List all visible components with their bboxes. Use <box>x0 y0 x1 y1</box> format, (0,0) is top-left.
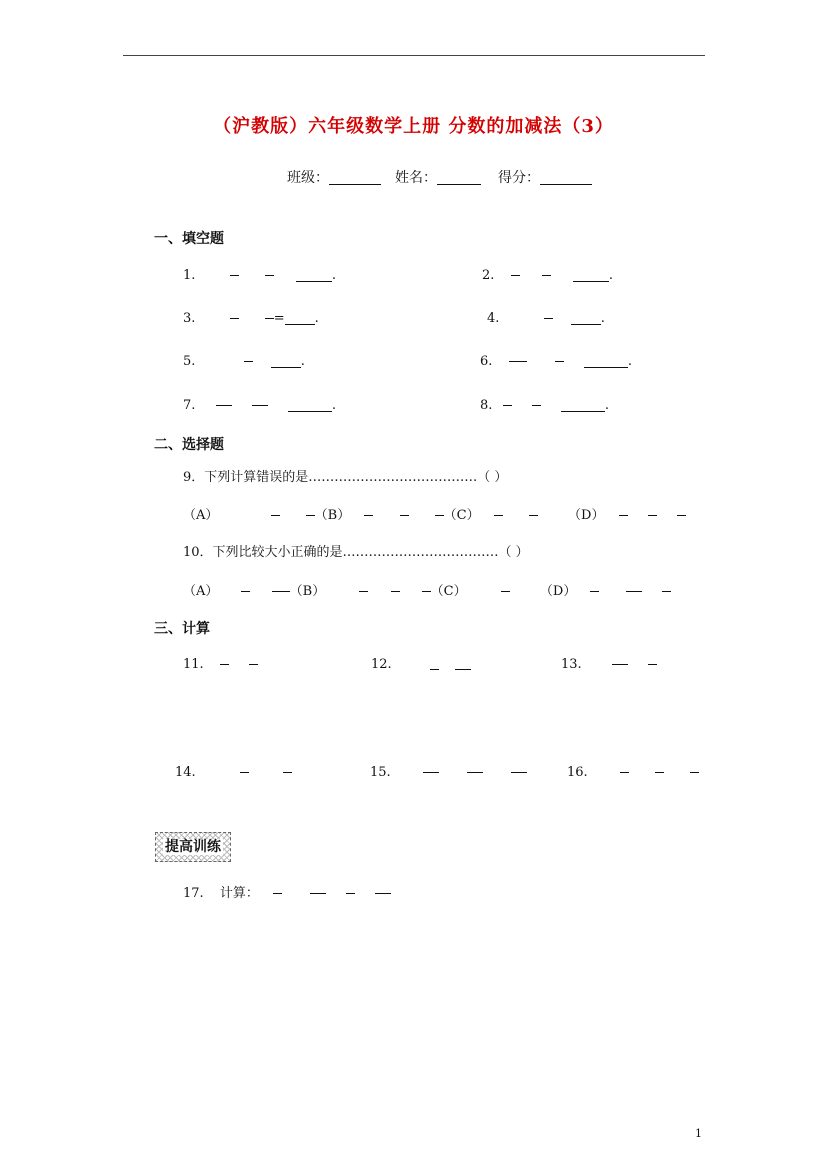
name-field <box>395 167 481 187</box>
question-number: 8. <box>480 398 493 413</box>
fraction-bar <box>494 515 503 516</box>
fraction-bar <box>375 893 391 894</box>
fraction-bar <box>244 361 253 362</box>
answer-blank[interactable] <box>584 353 628 368</box>
calc-question-13 <box>561 657 657 672</box>
fraction-bar <box>265 318 274 319</box>
question-number: 2. <box>482 268 495 283</box>
calc-question-11 <box>183 657 258 672</box>
fill-question-6: 6. . <box>480 354 632 369</box>
question-number: 17. <box>183 886 204 901</box>
fill-question-4: 4. . <box>487 311 605 326</box>
fraction-bar <box>430 669 439 670</box>
fraction-bar <box>283 772 292 773</box>
fraction-bar <box>272 591 290 592</box>
answer-blank[interactable] <box>573 267 609 282</box>
fraction-bar <box>364 515 373 516</box>
fraction-bar <box>529 515 538 516</box>
question-number: 11. <box>183 657 204 672</box>
fill-question-5: 5. . <box>183 354 305 369</box>
fraction-bar <box>544 318 553 319</box>
option-a-label[interactable]: （A） <box>183 584 219 599</box>
choice-options-10 <box>183 580 671 599</box>
answer-blank[interactable] <box>296 267 332 282</box>
class-field <box>287 167 381 187</box>
section-fill-heading: 一、填空题 <box>154 231 224 247</box>
advanced-training-badge <box>155 832 231 862</box>
score-field <box>498 167 592 187</box>
fraction-bar <box>423 772 439 773</box>
fraction-bar <box>220 664 229 665</box>
fraction-bar <box>422 591 431 592</box>
fraction-bar <box>620 772 629 773</box>
question-number: 5. <box>183 354 196 369</box>
fraction-bar <box>455 669 471 670</box>
fraction-bar <box>542 275 551 276</box>
calc-label: 计算： <box>219 886 259 901</box>
fraction-bar <box>435 515 444 516</box>
option-b-label[interactable]: （B） <box>314 508 351 523</box>
answer-blank[interactable] <box>288 397 332 412</box>
fraction-bar <box>359 591 368 592</box>
fraction-bar <box>503 405 512 406</box>
fraction-bar <box>511 275 520 276</box>
fraction-bar <box>306 515 315 516</box>
fill-question-8: 8. . <box>480 398 609 413</box>
header-rule <box>123 55 705 56</box>
fraction-bar <box>265 275 274 276</box>
fill-question-1: 1. . <box>183 268 336 283</box>
fraction-bar <box>391 591 400 592</box>
name-blank[interactable] <box>437 170 481 185</box>
fraction-bar <box>216 405 232 406</box>
fraction-bar <box>346 893 355 894</box>
name-label: 姓名： <box>395 170 437 186</box>
calc-question-15 <box>370 765 527 780</box>
fraction-bar <box>555 361 564 362</box>
fraction-bar <box>310 893 326 894</box>
page-number: 1 <box>695 1127 702 1140</box>
fraction-bar <box>241 591 250 592</box>
fraction-bar <box>271 515 280 516</box>
question-number: 14. <box>175 765 196 780</box>
score-blank[interactable] <box>540 170 592 185</box>
choice-question-10: 10．下列比较大小正确的是………………………………（ ） <box>183 545 529 560</box>
option-a-label[interactable]: （A） <box>183 508 219 523</box>
question-number: 12. <box>371 657 392 672</box>
fraction-bar <box>590 591 599 592</box>
section-choice-heading: 二、选择题 <box>154 437 224 453</box>
answer-blank[interactable] <box>271 353 301 368</box>
fraction-bar <box>273 893 282 894</box>
question-number: 3. <box>183 311 196 326</box>
option-c-label[interactable]: （C） <box>430 584 467 599</box>
fraction-bar <box>400 515 409 516</box>
calc-question-12 <box>371 657 471 672</box>
advanced-question-17 <box>183 882 391 901</box>
fraction-bar <box>626 591 642 592</box>
class-blank[interactable] <box>329 170 381 185</box>
fraction-bar <box>230 318 239 319</box>
page-title: （沪教版）六年级数学上册 分数的加减法（3） <box>213 116 614 137</box>
fraction-bar <box>467 772 483 773</box>
fraction-bar <box>677 515 686 516</box>
question-number: 16. <box>567 765 588 780</box>
question-number: 13. <box>561 657 582 672</box>
answer-blank[interactable] <box>561 397 605 412</box>
choice-options-9 <box>183 504 686 523</box>
question-number: 6. <box>480 354 493 369</box>
fraction-bar <box>619 515 628 516</box>
fraction-bar <box>612 664 628 665</box>
option-c-label[interactable]: （C） <box>443 508 480 523</box>
fraction-bar <box>252 405 268 406</box>
fraction-bar <box>690 772 699 773</box>
equals-sign: = <box>273 311 285 326</box>
advanced-training-label: 提高训练 <box>165 839 221 855</box>
question-number: 1. <box>183 268 196 283</box>
fill-question-7: 7. . <box>183 398 336 413</box>
option-b-label[interactable]: （B） <box>289 584 326 599</box>
question-number: 7. <box>183 398 196 413</box>
fill-question-3: 3. = . <box>183 311 319 326</box>
answer-blank[interactable] <box>285 310 315 325</box>
fraction-bar <box>230 275 239 276</box>
fraction-bar <box>648 664 657 665</box>
option-d-label[interactable]: （D） <box>568 508 605 523</box>
answer-blank[interactable] <box>571 310 601 325</box>
fraction-bar <box>249 664 258 665</box>
score-label: 得分： <box>498 170 540 186</box>
calc-question-16 <box>567 765 699 780</box>
option-d-label[interactable]: （D） <box>539 584 577 599</box>
section-calc-heading: 三、计算 <box>154 621 210 637</box>
fraction-bar <box>655 772 664 773</box>
question-number: 15. <box>370 765 391 780</box>
fill-question-2: 2. . <box>482 268 613 283</box>
question-number: 4. <box>487 311 500 326</box>
fraction-bar <box>648 515 657 516</box>
fraction-bar <box>662 591 671 592</box>
fraction-bar <box>240 772 249 773</box>
fraction-bar <box>509 361 527 362</box>
fraction-bar <box>501 591 510 592</box>
fraction-bar <box>511 772 527 773</box>
class-label: 班级： <box>287 170 329 186</box>
choice-question-9: 9．下列计算错误的是…………………………………（ ） <box>183 470 508 485</box>
fraction-bar <box>532 405 541 406</box>
calc-question-14 <box>175 765 292 780</box>
